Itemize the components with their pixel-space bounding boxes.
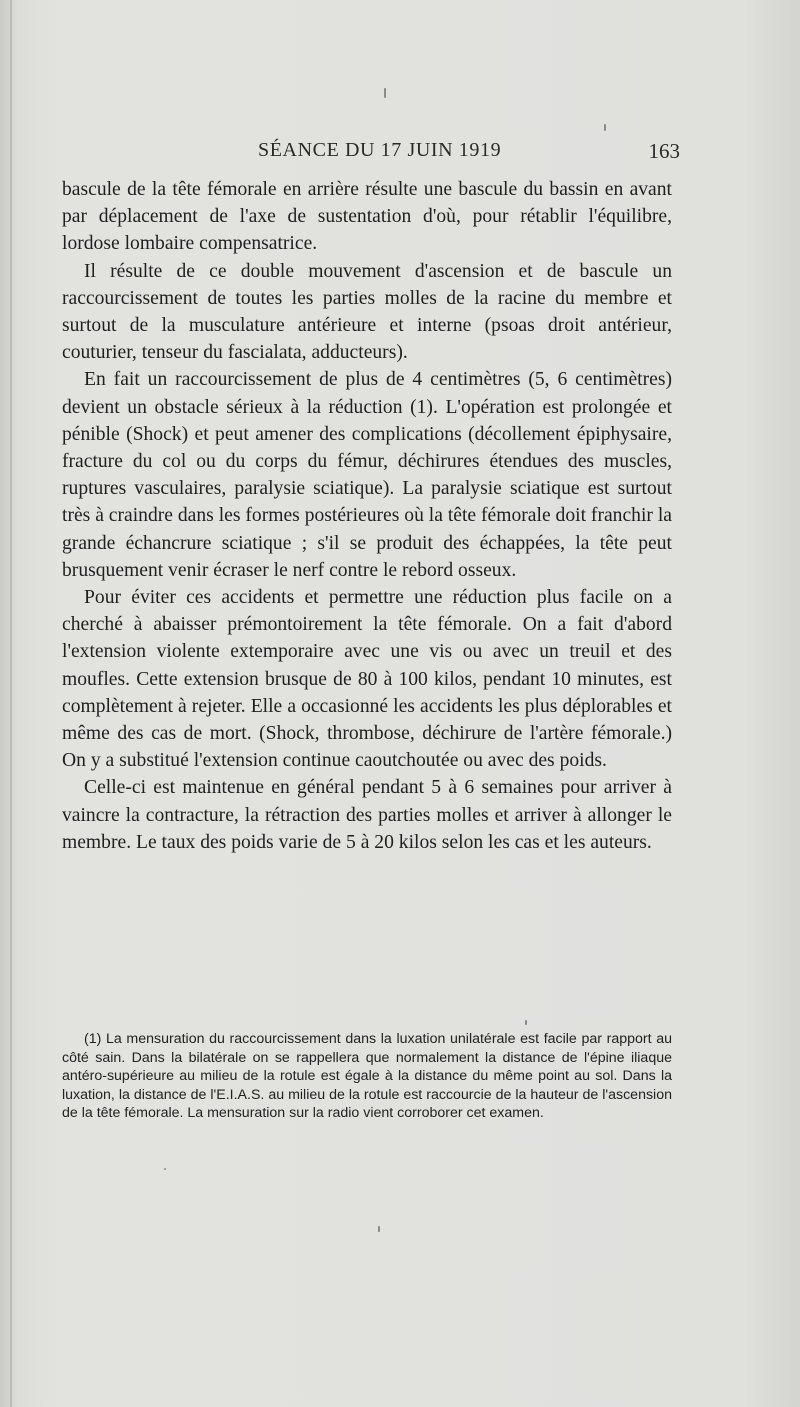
scan-speck: [164, 1168, 166, 1170]
page-header: [62, 139, 682, 173]
paragraph: Il résulte de ce double mouvement d'ascension et de bascule un raccourcissement de toutes les parties molles de la racine du membre et surtout de la musculature antérieure et interne (psoas droit antérieur, couturier, tenseur du fascialata, adducteurs).: [62, 260, 672, 364]
footnote-text: (1) La mensuration du raccourcissement dans la luxation unilatérale est facile par rapport au côté sain. Dans la bilatérale on se rappellera que normalement la distance de l'épine iliaque antéro-supérieure au milieu de la rotule est égale à la distance du même point au sol. Dans la luxation, la distance de l'E.I.A.S. au milieu de la rotule est raccourcie de la hauteur de l'ascension de la tête fémorale. La mensuration sur la radio vient corroborer cet examen.: [62, 1031, 672, 1122]
footnote: [62, 1030, 672, 1123]
scan-speck: [604, 124, 606, 131]
binding-gutter: [10, 0, 12, 1407]
scan-speck: [525, 1020, 527, 1025]
page-number: 163: [648, 139, 680, 163]
scan-speck: [384, 88, 386, 98]
paragraph: Pour éviter ces accidents et permettre une réduction plus facile on a cherché à abaisser prémontoirement la tête fémorale. On a fait d'abord l'extension violente extemporaire avec une vis ou avec un treuil et des moufles. Cette extension brusque de 80 à 100 kilos, pendant 10 minutes, est complètement à rejeter. Elle a occasionné les accidents les plus déplorables et même des cas de mort. (Shock, thrombose, déchirure de l'artère fémorale.) On y a substitué l'extension continue caoutchoutée ou avec des poids.: [62, 587, 672, 772]
paragraph: Celle-ci est maintenue en général pendant 5 à 6 semaines pour arriver à vaincre la contracture, la rétraction des parties molles et arriver à allonger le membre. Le taux des poids varie de 5 à 20 kilos selon les cas et les auteurs.: [62, 777, 672, 853]
scan-speck: [378, 1226, 380, 1232]
running-head: SÉANCE DU 17 JUIN 1919: [258, 139, 502, 161]
body-text: [62, 176, 672, 856]
paragraph-continuation: bascule de la tête fémorale en arrière résulte une bascule du bassin en avant par déplacement de l'axe de sustentation d'où, pour rétablir l'équilibre, lordose lombaire compensatrice.: [62, 179, 672, 255]
paragraph: En fait un raccourcissement de plus de 4 centimètres (5, 6 centimètres) devient un obstacle sérieux à la réduction (1). L'opération est prolongée et pénible (Shock) et peut amener des complications (décollement épiphysaire, fracture du col ou du corps du fémur, déchirures étendues des muscles, ruptures vasculaires, paralysie sciatique). La paralysie sciatique est surtout très à craindre dans les formes postérieures où la tête fémorale doit franchir la grande échancrure sciatique ; s'il se produit des échappées, la tête peut brusquement venir écraser le nerf contre le rebord osseux.: [62, 369, 672, 581]
